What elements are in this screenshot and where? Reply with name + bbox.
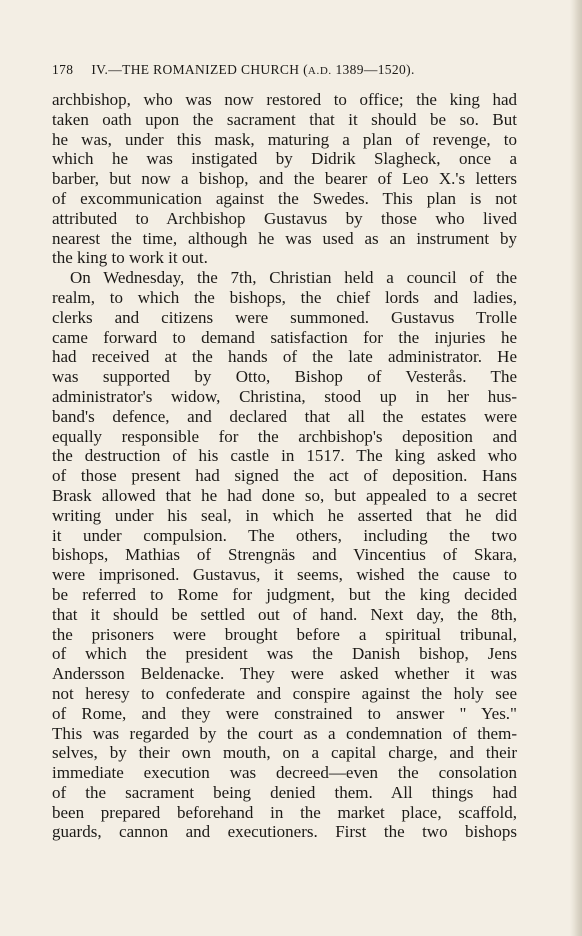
text-line: be referred to Rome for judgment, but the king decided	[52, 584, 517, 604]
text-line: of excommunication against the Swedes. This plan is not	[52, 188, 517, 208]
text-line: taken oath upon the sacrament that it should be so. But	[52, 109, 517, 129]
text-line: of Rome, and they were constrained to answer " Yes."	[52, 703, 517, 723]
text-line: Andersson Beldenacke. They were asked whether it was	[52, 664, 517, 684]
body-text	[52, 90, 517, 842]
text-line: immediate execution was decreed—even the consolation	[52, 763, 517, 783]
text-line: This was regarded by the court as a condemnation of them-	[52, 723, 517, 743]
text-line: came forward to demand satisfaction for the injuries he	[52, 327, 517, 347]
running-head	[52, 62, 522, 78]
text-line: archbishop, who was now restored to office; the king had	[52, 90, 517, 109]
text-line: clerks and citizens were summoned. Gustavus Trolle	[52, 307, 517, 327]
page-number: 178	[52, 62, 74, 77]
text-line: writing under his seal, in which he asserted that he did	[52, 505, 517, 525]
text-line: the prisoners were brought before a spiritual tribunal,	[52, 624, 517, 644]
text-line: which he was instigated by Didrik Slagheck, once a	[52, 149, 517, 169]
text-line: of which the president was the Danish bishop, Jens	[52, 644, 517, 664]
text-line: the destruction of his castle in 1517. The king asked who	[52, 446, 517, 466]
text-line: that it should be settled out of hand. Next day, the 8th,	[52, 604, 517, 624]
page-edge-shadow	[570, 0, 582, 936]
text-line: Brask allowed that he had done so, but appealed to a secret	[52, 485, 517, 505]
paragraph-first-line: On Wednesday, the 7th, Christian held a council of the	[70, 268, 517, 288]
text-line: administrator's widow, Christina, stood up in her hus-	[52, 386, 517, 406]
text-line: band's defence, and declared that all the estates were	[52, 406, 517, 426]
chapter-years: 1389—1520).	[331, 62, 415, 77]
text-line: bishops, Mathias of Strengnäs and Vincentius of Skara,	[52, 545, 517, 565]
text-line: of the sacrament being denied them. All things had	[52, 782, 517, 802]
chapter-title: IV.—THE ROMANIZED CHURCH (	[91, 62, 308, 77]
text-line: had received at the hands of the late administrator. He	[52, 347, 517, 367]
text-line: been prepared beforehand in the market place, scaffold,	[52, 802, 517, 822]
text-line: selves, by their own mouth, on a capital charge, and their	[52, 743, 517, 763]
text-line: realm, to which the bishops, the chief lords and ladies,	[52, 287, 517, 307]
text-line: of those present had signed the act of deposition. Hans	[52, 466, 517, 486]
text-line: the king to work it out.	[52, 248, 208, 268]
text-line: it under compulsion. The others, including the two	[52, 525, 517, 545]
text-line: he was, under this mask, maturing a plan of revenge, to	[52, 129, 517, 149]
text-line: barber, but now a bishop, and the bearer of Leo X.'s letters	[52, 169, 517, 189]
text-line: guards, cannon and executioners. First the two bishops	[52, 822, 517, 842]
text-line: was supported by Otto, Bishop of Vesterås. The	[52, 367, 517, 387]
text-line: equally responsible for the archbishop's deposition and	[52, 426, 517, 446]
text-line: attributed to Archbishop Gustavus by those who lived	[52, 208, 517, 228]
text-line: were imprisoned. Gustavus, it seems, wished the cause to	[52, 565, 517, 585]
chapter-era: A.D.	[307, 65, 332, 77]
text-line: not heresy to confederate and conspire against the holy see	[52, 683, 517, 703]
text-line: nearest the time, although he was used as an instrument by	[52, 228, 517, 248]
